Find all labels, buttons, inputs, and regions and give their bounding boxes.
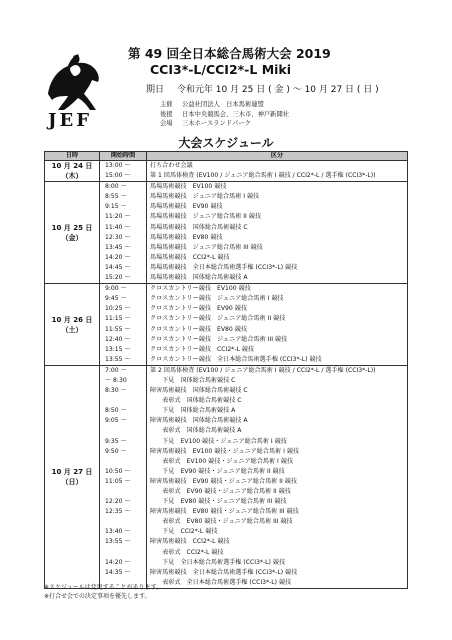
category-cell: 下見 EV80 競技・ジュニア総合馬術 III 競技 (147, 497, 408, 507)
date-cell (45, 284, 100, 366)
table-row (45, 457, 408, 467)
start-time-cell: 8:55 〜 (100, 192, 147, 202)
start-time-cell: 9:35 〜 (100, 437, 147, 447)
category-cell: 馬場馬術競技 EV80 競技 (147, 233, 408, 243)
date-line: （土） (61, 325, 83, 334)
table-row (45, 233, 408, 243)
category-cell: 第 1 回馬体検査 (EV100 / ジュニア総合馬術 I 競技 / CCI2*-L / 選手権 (CCI3*-L)) (147, 171, 408, 182)
start-time-cell: 12:20 〜 (100, 497, 147, 507)
org-row: 主催 公益社団法人 日本馬術連盟 (160, 101, 264, 108)
table-row (45, 568, 408, 578)
table-row (45, 294, 408, 304)
start-time-cell (100, 517, 147, 527)
category-cell: 表彰式 EV90 競技・ジュニア総合馬術 II 競技 (147, 487, 408, 497)
table-row (45, 314, 408, 324)
table-row (45, 477, 408, 487)
category-cell: クロスカントリー競技 ジュニア総合馬術 II 競技 (147, 314, 408, 324)
date-line: 10 月 26 日 (51, 315, 93, 324)
table-row (45, 284, 408, 295)
start-time-cell: 13:40 〜 (100, 527, 147, 537)
start-time-cell (100, 548, 147, 558)
start-time-cell: 14:20 〜 (100, 558, 147, 568)
table-row (45, 487, 408, 497)
start-time-cell: 8:50 〜 (100, 406, 147, 416)
start-time-cell: 13:00 〜 (100, 161, 147, 172)
start-time-cell: 11:55 〜 (100, 325, 147, 335)
category-cell: 馬場馬術競技 EV100 競技 (147, 182, 408, 193)
category-cell: 打ち合わせ会議 (147, 161, 408, 172)
start-time-cell: 15:00 〜 (100, 171, 147, 182)
category-cell: 表彰式 国体総合馬術競技 A (147, 426, 408, 436)
start-time-cell: 9:15 〜 (100, 202, 147, 212)
date-line: 10 月 27 日 (51, 467, 93, 476)
date-line: 10 月 25 日 (51, 223, 93, 232)
table-row (45, 467, 408, 477)
category-cell: 表彰式 EV80 競技・ジュニア総合馬術 III 競技 (147, 517, 408, 527)
category-cell: 馬場馬術競技 国体総合馬術競技 C (147, 223, 408, 233)
table-row (45, 416, 408, 426)
category-cell: 障害馬術競技 EV90 競技・ジュニア総合馬術 II 競技 (147, 477, 408, 487)
category-cell: クロスカントリー競技 EV90 競技 (147, 304, 408, 314)
category-cell: 障害馬術競技 国体総合馬術競技 C (147, 386, 408, 396)
organizer-info (160, 100, 289, 129)
start-time-cell: 10:50 〜 (100, 467, 147, 477)
category-cell: 表彰式 CCI2*-L 競技 (147, 548, 408, 558)
category-cell: 下見 EV90 競技・ジュニア総合馬術 II 競技 (147, 467, 408, 477)
date-cell (45, 161, 100, 182)
start-time-cell: 7:00 〜 (100, 365, 147, 376)
table-header-row (45, 152, 408, 161)
start-time-cell: 〜 8:30 (100, 376, 147, 386)
category-cell: クロスカントリー競技 全日本総合馬術選手権 (CCI3*-L) 競技 (147, 355, 408, 366)
schedule-body (45, 161, 408, 589)
category-cell: 下見 全日本総合馬術選手権 (CCI3*-L) 競技 (147, 558, 408, 568)
table-row (45, 396, 408, 406)
table-row (45, 345, 408, 355)
table-row (45, 212, 408, 222)
start-time-cell: 12:30 〜 (100, 233, 147, 243)
schedule-title: 大会スケジュール (178, 136, 274, 150)
table-row (45, 325, 408, 335)
schedule-table (44, 151, 408, 589)
category-cell: 障害馬術競技 CCI2*-L 競技 (147, 537, 408, 547)
table-row (45, 365, 408, 376)
start-time-cell: 15:20 〜 (100, 273, 147, 284)
start-time-cell: 11:05 〜 (100, 477, 147, 487)
date-line: （木） (61, 172, 83, 181)
start-time-cell (100, 487, 147, 497)
start-time-cell: 13:45 〜 (100, 243, 147, 253)
category-cell: クロスカントリー競技 EV100 競技 (147, 284, 408, 295)
table-row (45, 202, 408, 212)
period-value: 令和元年 10 月 25 日 ( 金 ) 〜 10 月 27 日 ( 日 ) (176, 85, 379, 95)
category-cell: 表彰式 全日本総合馬術選手権 (CCI3*-L) 競技 (147, 578, 408, 589)
category-cell: 馬場馬術競技 ジュニア総合馬術 I 競技 (147, 192, 408, 202)
date-line: 10 月 24 日 (51, 162, 93, 171)
start-time-cell: 9:45 〜 (100, 294, 147, 304)
table-row (45, 304, 408, 314)
start-time-cell: 11:40 〜 (100, 223, 147, 233)
footnote: ※スケジュールは変更することがあります。 (44, 584, 163, 591)
table-row (45, 537, 408, 547)
category-cell: 下見 EV100 競技・ジュニア総合馬術 I 競技 (147, 437, 408, 447)
start-time-cell: 13:15 〜 (100, 345, 147, 355)
table-row (45, 437, 408, 447)
table-row (45, 527, 408, 537)
category-cell: 下見 CCI2*-L 競技 (147, 527, 408, 537)
category-cell: 馬場馬術競技 CCI2*-L 競技 (147, 253, 408, 263)
table-row (45, 507, 408, 517)
event-title: 第 49 回全日本総合馬術大会 2019 (128, 46, 331, 61)
table-row (45, 263, 408, 273)
date-cell (45, 365, 100, 588)
table-row (45, 355, 408, 366)
table-row (45, 182, 408, 193)
table-row (45, 497, 408, 507)
event-subtitle: CCI3*-L/CCI2*-L Miki (150, 62, 292, 77)
category-cell: 馬場馬術競技 ジュニア総合馬術 II 競技 (147, 212, 408, 222)
category-cell: 下見 国体総合馬術競技 C (147, 376, 408, 386)
category-cell: クロスカントリー競技 ジュニア総合馬術 III 競技 (147, 335, 408, 345)
start-time-cell: 14:45 〜 (100, 263, 147, 273)
date-cell (45, 182, 100, 284)
start-time-cell: 12:40 〜 (100, 335, 147, 345)
event-period (146, 82, 379, 95)
category-cell: 障害馬術競技 EV100 競技・ジュニア総合馬術 I 競技 (147, 447, 408, 457)
start-time-cell: 14:35 〜 (100, 568, 147, 578)
table-row (45, 426, 408, 436)
org-row: 後援 日本中央競馬会、三木市、神戸新聞社 (160, 110, 290, 118)
table-row (45, 406, 408, 416)
start-time-cell: 11:20 〜 (100, 212, 147, 222)
category-cell: クロスカントリー競技 EV80 競技 (147, 325, 408, 335)
table-row (45, 517, 408, 527)
category-cell: 下見 国体総合馬術競技 A (147, 406, 408, 416)
table-row (45, 548, 408, 558)
header-date: 日時 (45, 152, 100, 161)
start-time-cell: 14:20 〜 (100, 253, 147, 263)
category-cell: 表彰式 国体総合馬術競技 C (147, 396, 408, 406)
period-label: 期日 (146, 85, 165, 95)
footnotes (44, 584, 162, 601)
category-cell: 馬場馬術競技 全日本総合馬術選手権 (CCI3*-L) 競技 (147, 263, 408, 273)
start-time-cell: 8:30 〜 (100, 386, 147, 396)
header-start-time: 開始時間 (100, 152, 147, 161)
start-time-cell (100, 426, 147, 436)
start-time-cell: 13:55 〜 (100, 355, 147, 366)
table-row (45, 243, 408, 253)
table-row (45, 161, 408, 172)
table-row (45, 558, 408, 568)
start-time-cell: 8:00 〜 (100, 182, 147, 193)
horse-rider-icon (40, 50, 110, 112)
category-cell: 障害馬術競技 EV80 競技・ジュニア総合馬術 III 競技 (147, 507, 408, 517)
table-row (45, 335, 408, 345)
start-time-cell: 9:00 〜 (100, 284, 147, 295)
category-cell: 馬場馬術競技 ジュニア総合馬術 III 競技 (147, 243, 408, 253)
org-row: 会場 三木ホースランドパーク (160, 120, 251, 127)
footnote: ※打合せ会での決定事項を優先します。 (44, 592, 151, 600)
category-cell: 障害馬術競技 全日本総合馬術選手権 (CCI3*-L) 競技 (147, 568, 408, 578)
start-time-cell: 10:25 〜 (100, 304, 147, 314)
category-cell: クロスカントリー競技 ジュニア総合馬術 I 競技 (147, 294, 408, 304)
category-cell: クロスカントリー競技 CCI2*-L 競技 (147, 345, 408, 355)
table-row (45, 447, 408, 457)
table-row (45, 192, 408, 202)
category-cell: 表彰式 EV100 競技・ジュニア総合馬術 I 競技 (147, 457, 408, 467)
header-category: 区分 (147, 152, 408, 161)
category-cell: 第 2 回馬体検査 (EV100 / ジュニア総合馬術 I 競技 / CCI2*-L / 選手権 (CCI3*-L)) (147, 365, 408, 376)
start-time-cell: 13:55 〜 (100, 537, 147, 547)
table-row (45, 376, 408, 386)
date-line: （日） (61, 477, 83, 486)
table-row (45, 223, 408, 233)
category-cell: 馬場馬術競技 国体総合馬術競技 A (147, 273, 408, 284)
category-cell: 障害馬術競技 国体総合馬術競技 A (147, 416, 408, 426)
start-time-cell: 9:05 〜 (100, 416, 147, 426)
table-row (45, 171, 408, 182)
start-time-cell: 9:50 〜 (100, 447, 147, 457)
logo-text: JEF (48, 110, 93, 131)
table-row (45, 386, 408, 396)
start-time-cell (100, 457, 147, 467)
table-row (45, 253, 408, 263)
category-cell: 馬場馬術競技 EV90 競技 (147, 202, 408, 212)
start-time-cell: 12:35 〜 (100, 507, 147, 517)
start-time-cell (100, 396, 147, 406)
start-time-cell: 11:15 〜 (100, 314, 147, 324)
date-line: （金） (61, 233, 83, 242)
table-row (45, 273, 408, 284)
